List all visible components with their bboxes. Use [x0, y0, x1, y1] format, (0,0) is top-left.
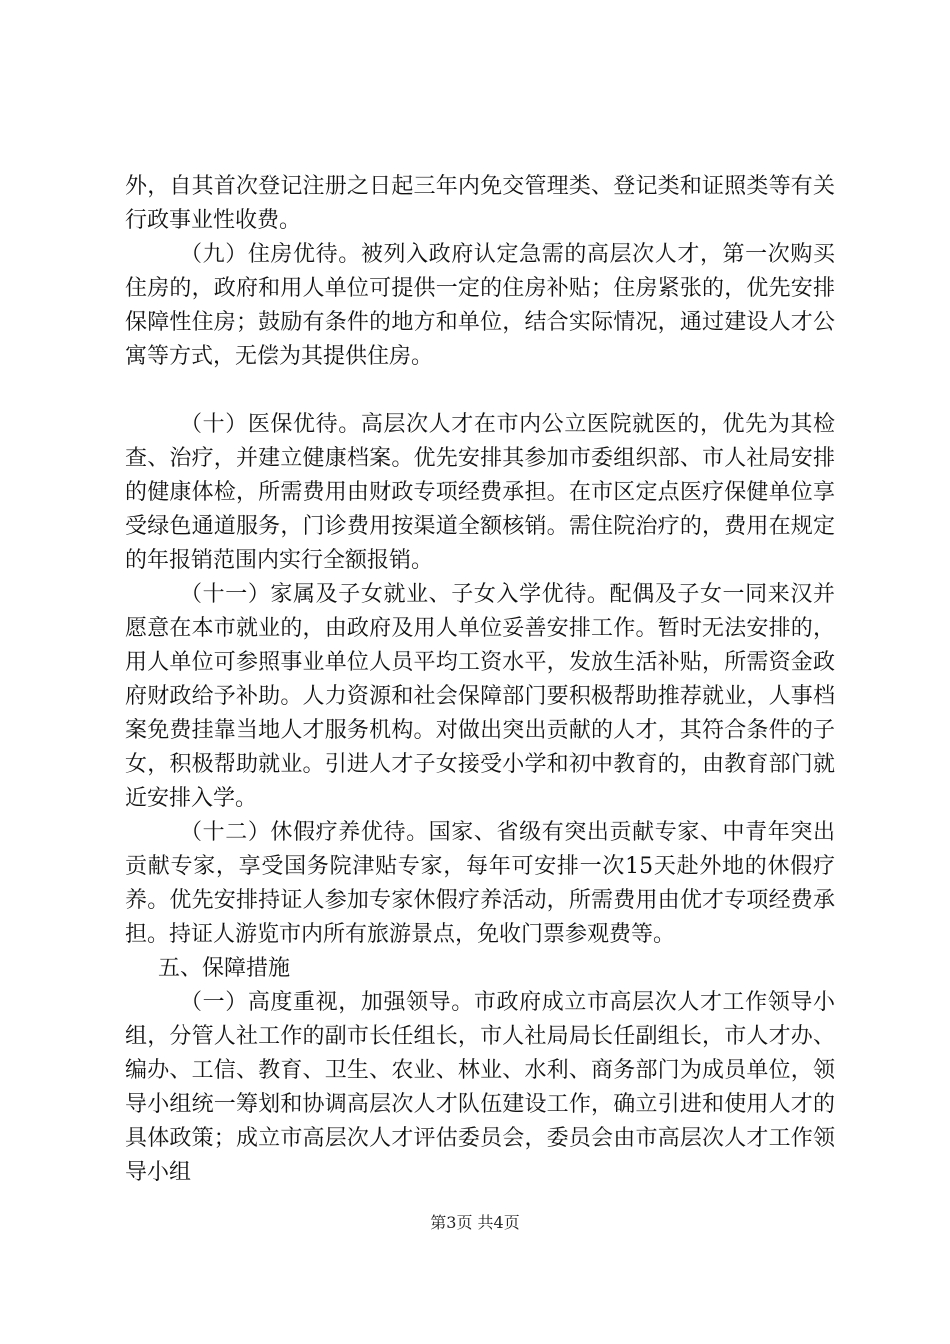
paragraph-medical: （十）医保优待。高层次人才在市内公立医院就医的，优先为其检查、治疗，并建立健康档案。优先安排其参加市委组织部、市人社局安排的健康体检，所需费用由财政专项经费承担。在市区定点医疗保健单位享受绿色通道服务，门诊费用按渠道全额核销。需住院治疗的，费用在规定的年报销范围内实行全额报销。 [125, 412, 835, 573]
page-footer: 第3页 共4页 [430, 1213, 520, 1232]
paragraph-gap [125, 374, 835, 408]
section-heading: 五、保障措施 [158, 956, 291, 981]
paragraph-housing: （九）住房优待。被列入政府认定急需的高层次人才，第一次购买住房的，政府和用人单位可提供一定的住房补贴；住房紧张的，优先安排保障性住房；鼓励有条件的地方和单位，结合实际情况，通过建设人才公寓等方式，无偿为其提供住房。 [125, 242, 835, 369]
paragraph-continuation: 外，自其首次登记注册之日起三年内免交管理类、登记类和证照类等有关行政事业性收费。 [125, 174, 835, 233]
paragraph-leadership: （一）高度重视，加强领导。市政府成立市高层次人才工作领导小组，分管人社工作的副市长任组长，市人社局局长任副组长，市人才办、编办、工信、教育、卫生、农业、林业、水利、商务部门为成员单位，领导小组统一筹划和协调高层次人才队伍建设工作，确立引进和使用人才的具体政策；成立市高层次人才评估委员会，委员会由市高层次人才工作领导小组 [125, 990, 835, 1185]
paragraph-family-employment: （十一）家属及子女就业、子女入学优待。配偶及子女一同来汉并愿意在本市就业的，由政府及用人单位妥善安排工作。暂时无法安排的，用人单位可参照事业单位人员平均工资水平，发放生活补贴，所需资金政府财政给予补助。人力资源和社会保障部门要积极帮助推荐就业，人事档案免费挂靠当地人才服务机构。对做出突出贡献的人才，其符合条件的子女，积极帮助就业。引进人才子女接受小学和初中教育的，由教育部门就近安排入学。 [125, 582, 835, 811]
paragraph-vacation: （十二）休假疗养优待。国家、省级有突出贡献专家、中青年突出贡献专家，享受国务院津贴专家，每年可安排一次15天赴外地的休假疗养。优先安排持证人参加专家休假疗养活动，所需费用由优才专项经费承担。持证人游览市内所有旅游景点，免收门票参观费等。 [125, 820, 835, 947]
document-body [125, 170, 835, 1190]
